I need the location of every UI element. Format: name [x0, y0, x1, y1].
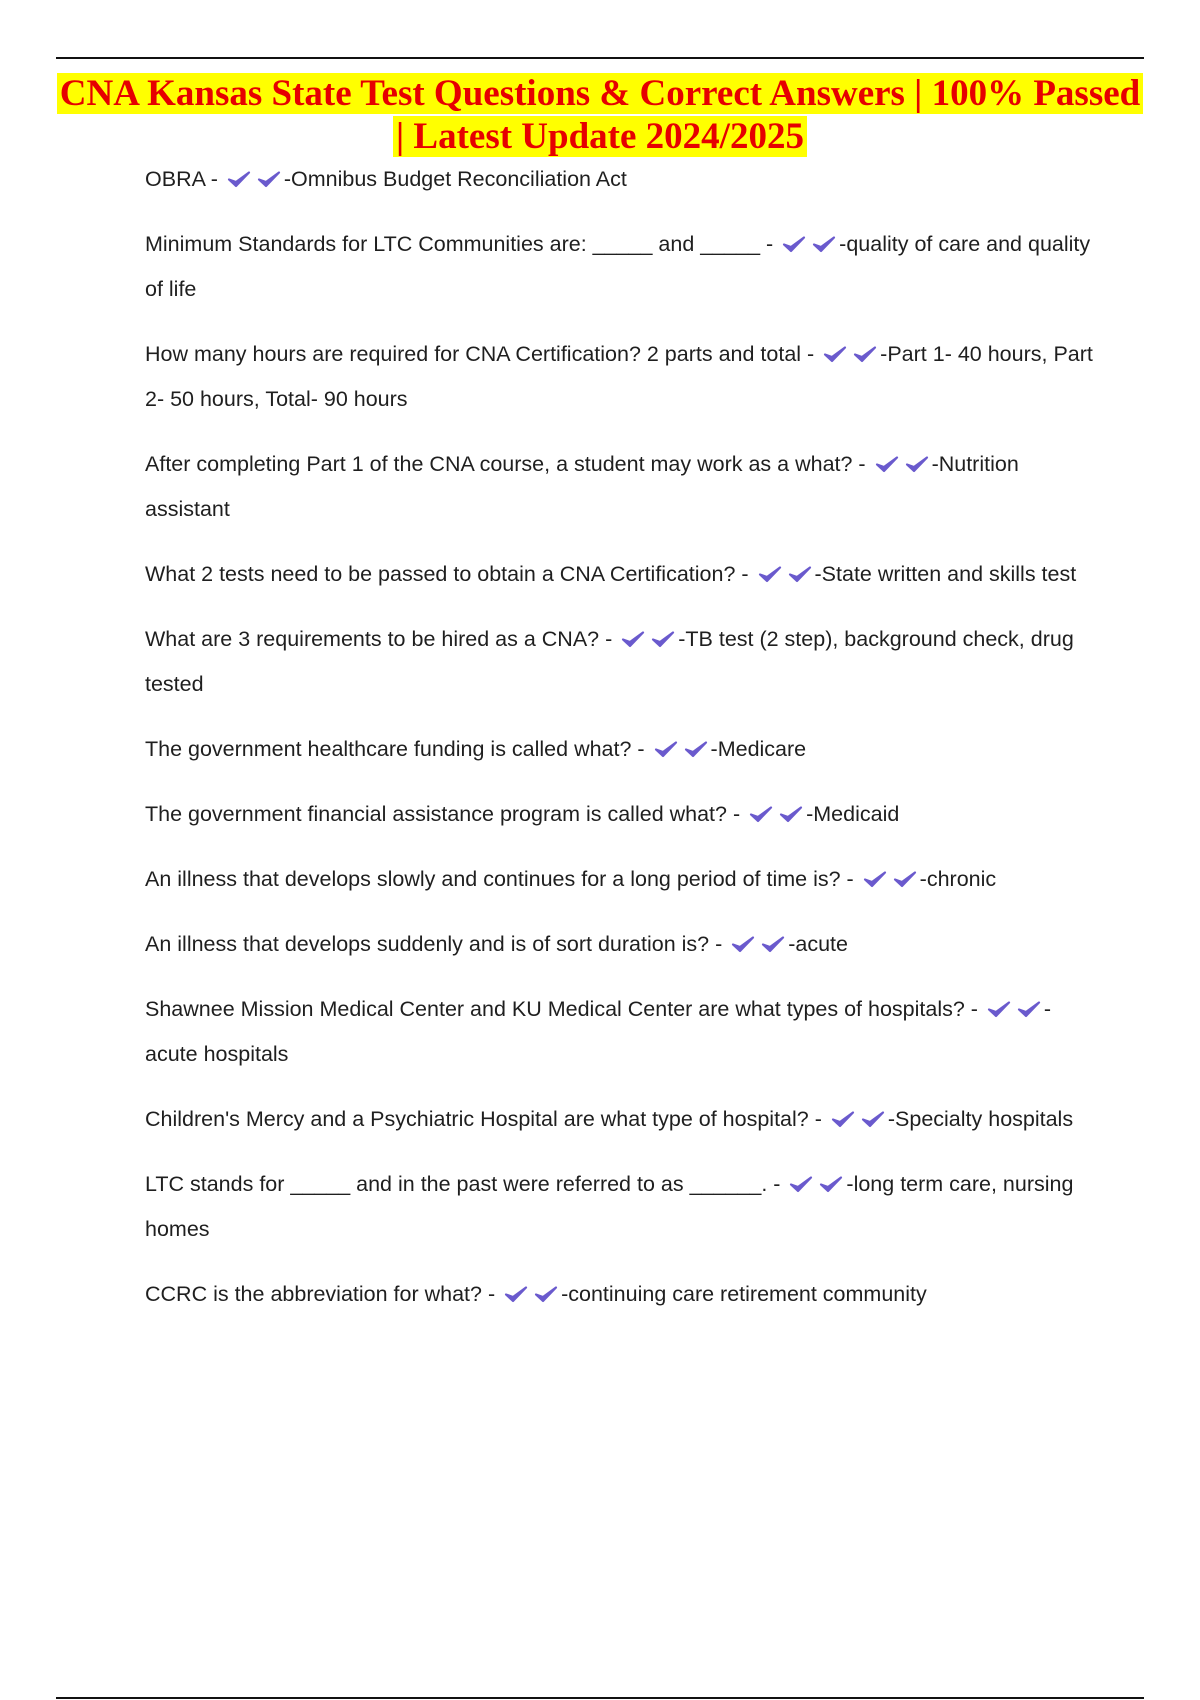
qa-item	[145, 157, 1095, 202]
check-mark-icon	[862, 870, 888, 888]
answer-text: -continuing care retirement community	[561, 1282, 927, 1306]
check-mark-icon	[760, 935, 786, 953]
question-text: Minimum Standards for LTC Communities are: _____ and _____ -	[145, 232, 780, 256]
qa-item	[145, 727, 1095, 772]
check-mark-icon	[533, 1285, 559, 1303]
check-mark-icon	[830, 1110, 856, 1128]
qa-item	[145, 332, 1095, 422]
question-text: The government healthcare funding is called what? -	[145, 737, 651, 761]
answer-text: -acute hospitals	[145, 997, 1052, 1066]
qa-item	[145, 1097, 1095, 1142]
check-mark-icon	[683, 740, 709, 758]
check-mark-icon	[852, 345, 878, 363]
check-mark-icon	[650, 630, 676, 648]
check-mark-icon	[620, 630, 646, 648]
check-mark-icon	[874, 455, 900, 473]
bottom-rule	[56, 1697, 1144, 1699]
question-text: The government financial assistance program is called what? -	[145, 802, 747, 826]
answer-text: -Nutrition assistant	[145, 452, 1019, 521]
answer-text: -Omnibus Budget Reconciliation Act	[283, 167, 627, 191]
qa-item	[145, 1162, 1095, 1252]
qa-item	[145, 442, 1095, 532]
check-mark-icon	[653, 740, 679, 758]
answer-text: -State written and skills test	[814, 562, 1077, 586]
check-mark-icon	[757, 565, 783, 583]
top-rule	[56, 57, 1144, 59]
check-mark-icon	[503, 1285, 529, 1303]
answer-text: -Medicare	[710, 737, 807, 761]
qa-item	[145, 922, 1095, 967]
question-text: OBRA -	[145, 167, 224, 191]
qa-item	[145, 222, 1095, 312]
qa-item	[145, 792, 1095, 837]
check-mark-icon	[256, 170, 282, 188]
title-highlight: CNA Kansas State Test Questions & Correct Answers | 100% Passed | Latest Update 2024/2025	[57, 73, 1143, 157]
qa-item	[145, 552, 1095, 597]
question-text: LTC stands for _____ and in the past were referred to as ______. -	[145, 1172, 787, 1196]
answer-text: -Specialty hospitals	[887, 1107, 1074, 1131]
check-mark-icon	[778, 805, 804, 823]
qa-item	[145, 617, 1095, 707]
answer-text: -TB test (2 step), background check, drug tested	[145, 627, 1074, 696]
qa-list	[145, 157, 1095, 1337]
question-text: What 2 tests need to be passed to obtain a CNA Certification? -	[145, 562, 755, 586]
check-mark-icon	[781, 235, 807, 253]
check-mark-icon	[226, 170, 252, 188]
answer-text: -quality of care and quality of life	[145, 232, 1091, 301]
check-mark-icon	[892, 870, 918, 888]
check-mark-icon	[860, 1110, 886, 1128]
question-text: An illness that develops suddenly and is of sort duration is? -	[145, 932, 729, 956]
answer-text: -chronic	[919, 867, 997, 891]
answer-text: -Medicaid	[806, 802, 900, 826]
check-mark-icon	[748, 805, 774, 823]
check-mark-icon	[788, 1175, 814, 1193]
check-mark-icon	[811, 235, 837, 253]
document-title	[56, 72, 1144, 158]
question-text: After completing Part 1 of the CNA course, a student may work as a what? -	[145, 452, 872, 476]
question-text: An illness that develops slowly and continues for a long period of time is? -	[145, 867, 860, 891]
check-mark-icon	[818, 1175, 844, 1193]
question-text: What are 3 requirements to be hired as a CNA? -	[145, 627, 619, 651]
answer-text: -Part 1- 40 hours, Part 2- 50 hours, Total- 90 hours	[145, 342, 1093, 411]
qa-item	[145, 857, 1095, 902]
answer-text: -long term care, nursing homes	[145, 1172, 1074, 1241]
qa-item	[145, 1272, 1095, 1317]
check-mark-icon	[986, 1000, 1012, 1018]
check-mark-icon	[904, 455, 930, 473]
check-mark-icon	[1016, 1000, 1042, 1018]
question-text: How many hours are required for CNA Certification? 2 parts and total -	[145, 342, 821, 366]
check-mark-icon	[822, 345, 848, 363]
question-text: Children's Mercy and a Psychiatric Hospital are what type of hospital? -	[145, 1107, 828, 1131]
question-text: Shawnee Mission Medical Center and KU Medical Center are what types of hospitals? -	[145, 997, 984, 1021]
check-mark-icon	[730, 935, 756, 953]
qa-item	[145, 987, 1095, 1077]
question-text: CCRC is the abbreviation for what? -	[145, 1282, 502, 1306]
check-mark-icon	[787, 565, 813, 583]
answer-text: -acute	[788, 932, 848, 956]
